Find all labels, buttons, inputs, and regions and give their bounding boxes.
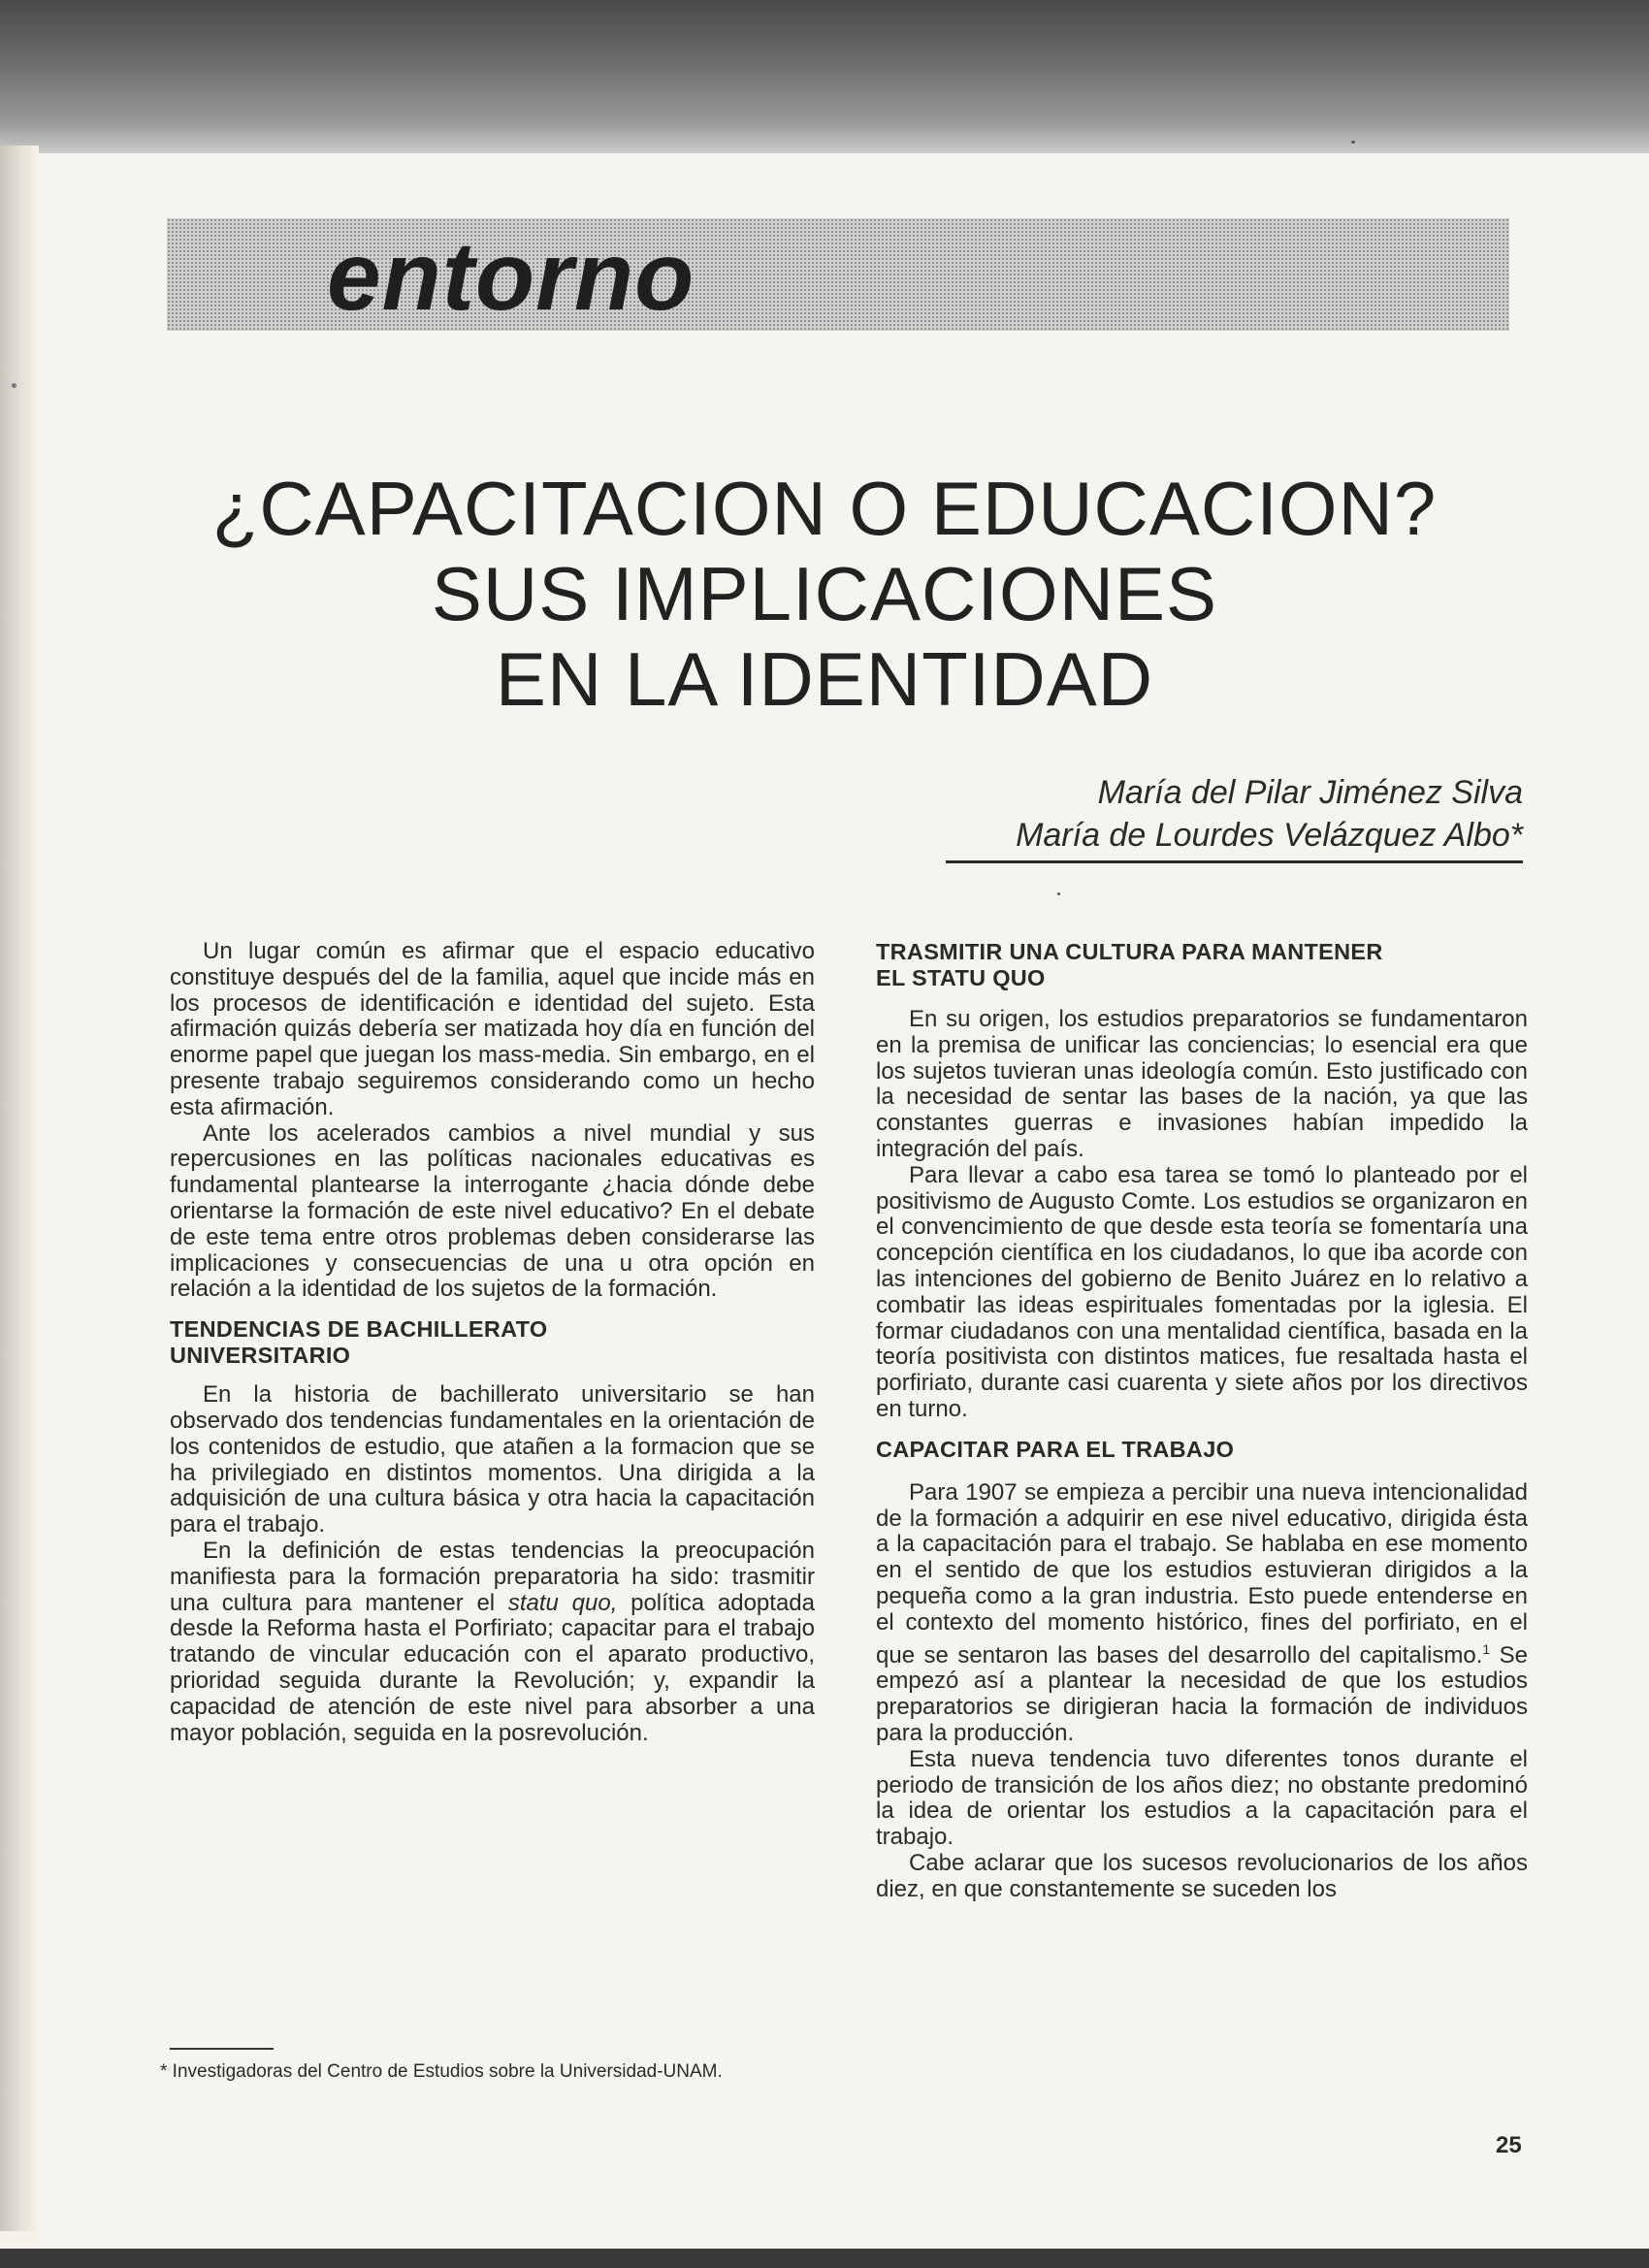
title-line: EN LA IDENTIDAD [495,636,1154,722]
footnote-ref: 1 [1482,1640,1491,1657]
section-heading [170,1316,815,1369]
body-paragraph: Ante los acelerados cambios a nivel mundial y sus repercusiones en las políticas nacionales educativas es fundamental plantearse la interrogante ¿hacia dónde debe orientarse la formación de este nivel educativo? En el debate de este tema entre otros problemas deben considerarse las implicaciones y consecuencias de una u otra opción en relación a la identidad de los sujetos de la formación. [170,1119,815,1303]
author-name: María de Lourdes Velázquez Albo* [1016,817,1523,854]
scan-left-shadow [0,146,39,2231]
body-paragraph: En su origen, los estudios preparatorios se fundamentaron en la premisa de unificar las conciencias; lo esencial era que los sujetos tuvieran unas ideología común. Esto justificado con la necesidad de sentar las bases de la nación, ya que las constantes guerras e invasiones habían impedido la integración del país. [876,1006,1528,1162]
footnote: * Investigadoras del Centro de Estudios sobre la Universidad-UNAM. [160,2061,723,2082]
author-name: María del Pilar Jiménez Silva [1097,774,1523,811]
body-paragraph: Para 1907 se empieza a percibir una nueva intencionalidad de la formación a adquirir en ese nivel educativo, dirigida ésta a la capacitación para el trabajo. Se hablaba en ese momento en el sentido de que los estudios estuvieran dirigidos a la pequeña como a la gran industria. Esto puede entenderse en el contexto del momento histórico, fines del porfiriato, en el que se sentaron las bases del desarrollo del capitalismo.$^1$ Se empezó así a plantear la necesidad de que los estudios preparatorios se dirigieran hacia la formación de individuos para la producción. [876,1478,1528,1746]
title-line: ¿CAPACITACION O EDUCACION? [211,466,1438,551]
author-block [844,771,1523,857]
body-paragraph: En la historia de bachillerato universitario se han observado dos tendencias fundamentales en la orientación de los contenidos de estudio, que atañen a la formacion que se ha privilegiado en distintos momentos. Una dirigida a la adquisición de una cultura básica y otra hacia la capacitación para el trabajo. [170,1381,815,1539]
title-line: SUS IMPLICACIONES [431,551,1218,636]
scan-speck [1351,141,1355,144]
heading-line: UNIVERSITARIO [170,1343,351,1369]
author-underline [946,860,1523,863]
footnote-rule [170,2048,274,2050]
body-paragraph: En la definición de estas tendencias la preocupación manifiesta para la formación preparatoria ha sido: trasmitir una cultura para mantener el statu quo, política adoptada desde la Reforma hasta el Porfiriato; capacitar para el trabajo tratando de vincular educación con el aparato productivo, prioridad seguida durante la Revolución; y, expandir la capacidad de atención de este nivel para absorber a una mayor población, seguida en la posrevolución. [170,1537,815,1746]
body-paragraph: Cabe aclarar que los sucesos revolucionarios de los años diez, en que constantemente se suceden los [876,1849,1528,1902]
right-column [876,939,1528,1903]
scan-speck [1057,892,1060,895]
body-paragraph: Un lugar común es afirmar que el espacio educativo constituye después del de la familia, aquel que incide más en los procesos de identificación e identidad del sujeto. Esta afirmación quizás debería ser matizada hoy día en función del enorme papel que juegan los mass-media. Sin embargo, en el presente trabajo seguiremos considerando como un hecho esta afirmación. [170,938,815,1120]
italic-term: statu quo, [507,1589,618,1616]
body-paragraph: Para llevar a cabo esa tarea se tomó lo planteado por el positivismo de Augusto Comte. Los estudios se organizaron en el convencimiento de que desde esta teoría se fomentaría una concepción científica en los ciudadanos, lo que iba acorde con las intenciones del gobierno de Benito Juárez en lo relativo a combatir las ideas espirituales fomentadas por la iglesia. El formar ciudadanos con una mentalidad científica, basada en la teoría positivista con distintos matices, fue resaltada hasta el porfiriato, durante casi cuarenta y siete años por los directivos en turno. [876,1161,1528,1422]
section-heading [876,939,1528,991]
scan-bottom-edge [0,2249,1649,2268]
scan-top-shadow [0,0,1649,155]
scan-speck [12,383,16,388]
section-banner [167,218,1509,331]
article-title [146,466,1504,722]
heading-line: CAPACITAR PARA EL TRABAJO [876,1436,1235,1462]
left-column [170,939,815,1746]
section-label: entorno [327,222,695,331]
body-paragraph: Esta nueva tendencia tuvo diferentes tonos durante el periodo de transición de los años diez; no obstante predominó la idea de orientar los estudios a la capacitación para el trabajo. [876,1745,1528,1851]
heading-line: TRASMITIR UNA CULTURA PARA MANTENER [876,939,1383,964]
page-number: 25 [1496,2132,1522,2158]
heading-line: TENDENCIAS DE BACHILLERATO [170,1316,548,1343]
section-heading [876,1437,1528,1463]
heading-line: EL STATU QUO [876,965,1046,990]
